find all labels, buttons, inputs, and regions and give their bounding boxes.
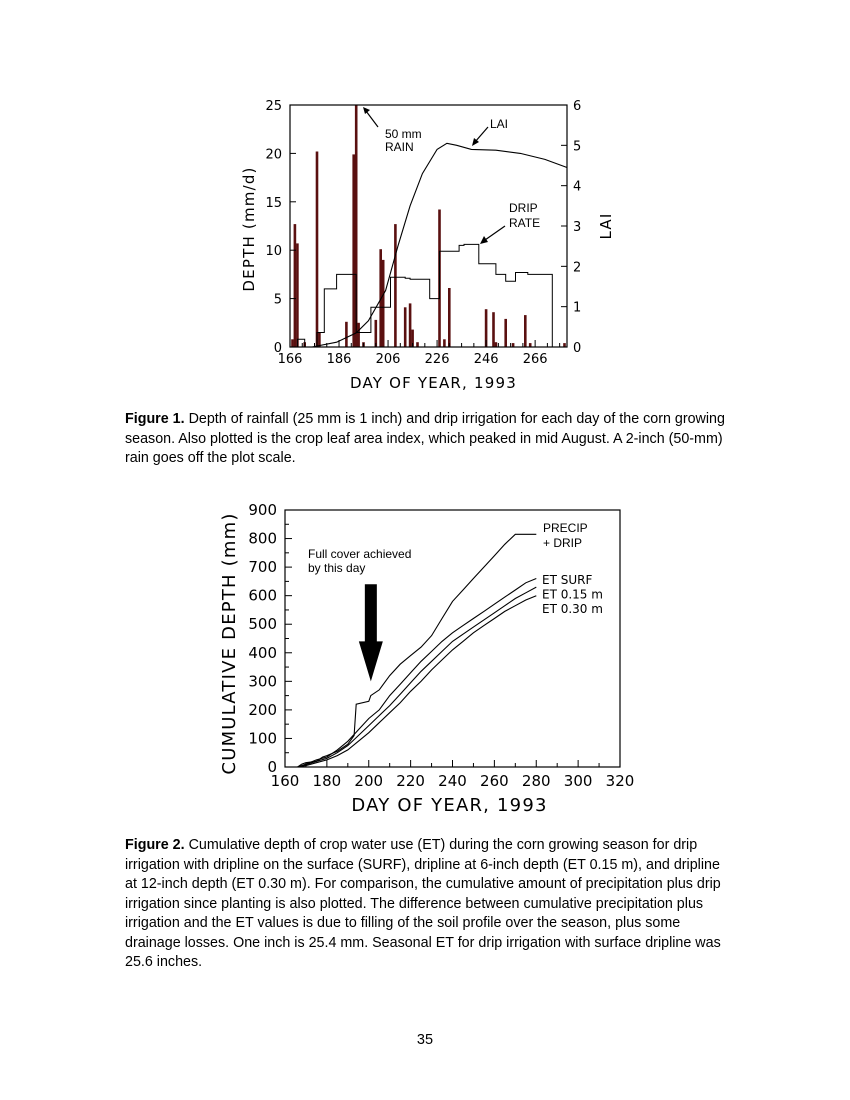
x-tick-label: 206 [375,352,401,367]
x-tick-label: 280 [521,772,551,790]
annotation-drip-line2: RATE [509,216,541,230]
x-tick-label: 240 [438,772,467,790]
x-tick-label: 266 [522,352,548,367]
series-label-1: ET SURF [542,573,593,587]
y-right-tick-label: 1 [573,300,582,316]
y-right-tick-label: 4 [573,179,582,195]
y-left-tick-label: 15 [265,195,282,211]
y-left-tick-label: 20 [265,147,282,163]
y-tick-label: 600 [248,586,277,605]
y-right-tick-label: 5 [573,139,582,155]
y-right-tick-label: 3 [573,220,582,235]
y-tick-label: 900 [248,501,277,519]
x-tick-label: 200 [354,772,384,790]
annotation-rain-line1: 50 mm [385,127,422,141]
y-tick-label: 200 [248,700,277,719]
figure-1-caption-text: Depth of rainfall (25 mm is 1 inch) and drip irrigation for each day of the corn growing season. Also plotted is the crop leaf area index, which peaked in mid August. A 2-inch (50-mm) rain goes off the plot scale. [125,411,725,466]
tick-labels [219,501,634,816]
annotation-drip-line1: DRIP [509,201,538,215]
y-axis-label: CUMULATIVE DEPTH (mm) [219,512,240,775]
series-label-precip-line1: PRECIP [543,521,588,535]
annotation-full-cover-line1: Full cover achieved [308,547,412,561]
x-tick-label: 226 [424,352,450,367]
x-axis-label: DAY OF YEAR, 1993 [350,374,517,392]
y-tick-label: 300 [248,672,277,691]
annotation-rain-line2: RAIN [385,140,414,154]
y-left-axis-label: DEPTH (mm/d) [240,166,258,292]
y-right-axis-label: LAI [597,212,615,240]
figure-2-caption [125,836,735,973]
y-left-tick-label: 25 [265,99,282,114]
x-axis-label: DAY OF YEAR, 1993 [351,795,548,816]
annotation-full-cover-line2: by this day [308,561,366,575]
annotations [308,547,411,681]
x-tick-label: 220 [396,772,425,790]
x-tick-label: 166 [277,352,303,367]
figure-1-caption [125,410,735,469]
page-number: 35 [416,1032,434,1048]
series-line-1 [298,579,537,768]
y-tick-label: 100 [248,729,277,748]
x-tick-label: 320 [605,772,635,790]
series-label-3: ET 0.30 m [542,602,603,616]
y-left-tick-label: 5 [273,292,282,308]
series-label-2: ET 0.15 m [542,587,603,602]
full-cover-arrow [359,584,383,681]
y-right-tick-label: 2 [573,260,582,276]
y-right-tick-label: 0 [573,341,582,356]
x-tick-label: 180 [312,772,342,790]
y-tick-label: 0 [267,758,277,776]
x-tick-label: 246 [473,352,499,367]
y-tick-label: 700 [248,558,277,577]
series-label-precip-line2: + DRIP [543,536,583,550]
y-left-tick-label: 10 [265,244,282,260]
y-tick-label: 400 [248,643,277,662]
figure-2-caption-text: Cumulative depth of crop water use (ET) during the corn growing season for drip irrigation with dripline on the surface (SURF), dripline at 6-inch depth (ET 0.15 m), and dripline at 12-inch depth (ET 0.30 m). For comparison, the cumulative amount of precipitation plus drip irrigation since planting is also plotted. The difference between cumulative precipitation plus irrigation and the ET values is due to filling of the soil profile over the season, plus some drainage losses. One inch is 25.4 mm. Seasonal ET for drip irrigation with surface dripline was 25.6 inches. [125,837,721,970]
annotation-lai: LAI [490,117,509,131]
x-tick-label: 300 [563,772,593,790]
series-line-3 [298,596,537,767]
x-tick-label: 160 [270,772,300,790]
x-tick-label: 260 [480,772,509,790]
y-right-tick-label: 6 [573,99,582,114]
figure-1-caption-label: Figure 1. [125,411,185,427]
x-tick-label: 186 [326,352,352,367]
y-tick-label: 500 [248,615,277,634]
figure-2-caption-label: Figure 2. [125,837,185,853]
y-tick-label: 800 [248,529,277,548]
y-left-tick-label: 0 [273,341,282,356]
